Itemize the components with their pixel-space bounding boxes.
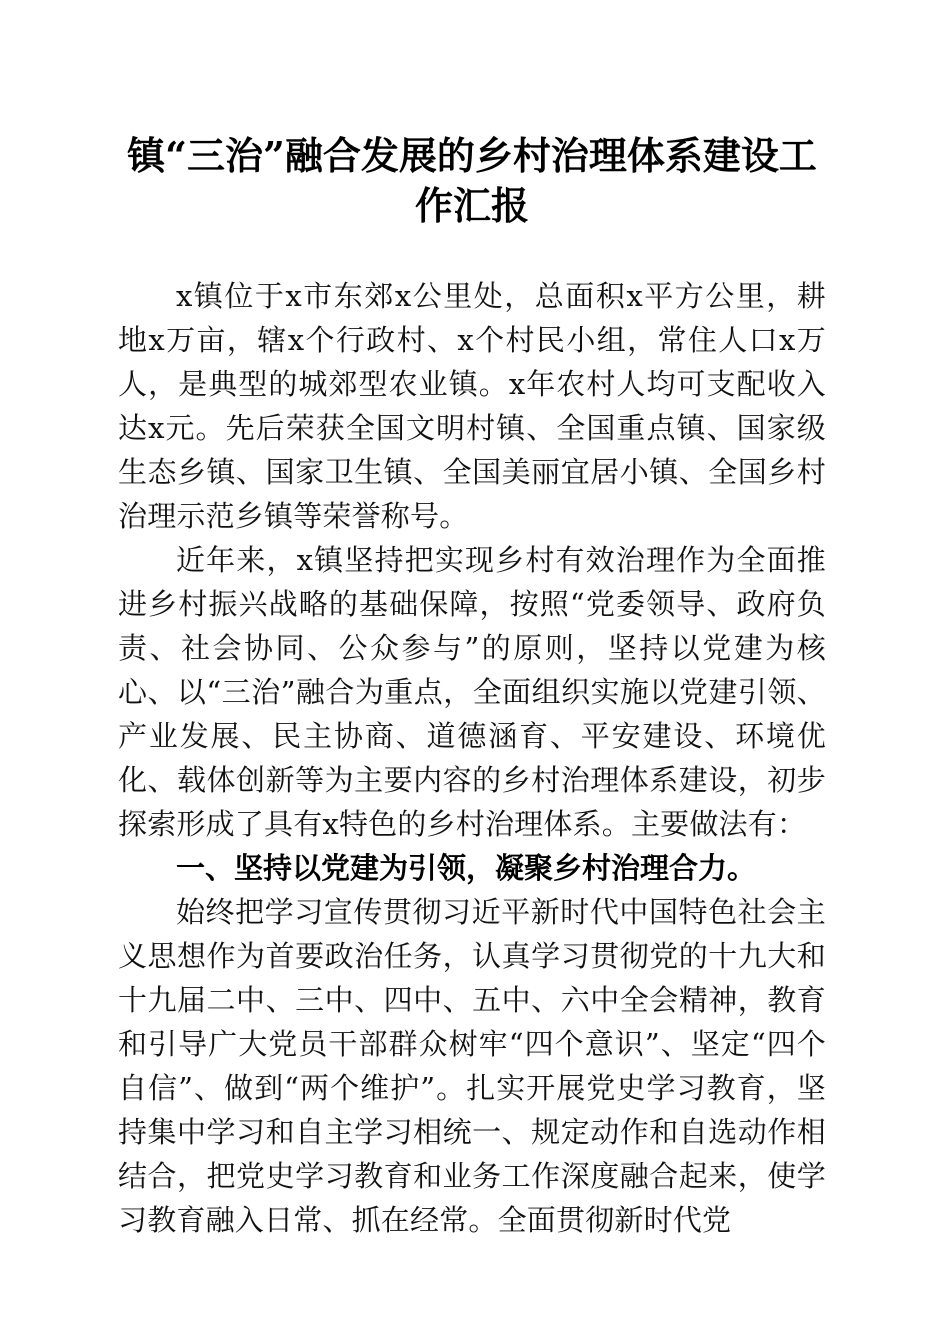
section-heading-party-building: 一、坚持以党建为引领，凝聚乡村治理合力。: [176, 851, 757, 885]
document-title: 镇“三治”融合发展的乡村治理体系建设工作汇报: [127, 133, 817, 228]
paragraph-overview: x镇位于x市东郊x公里处，总面积x平方公里，耕地x万亩，辖x个行政村、x个村民小组，常住人口x万人，是典型的城郊型农业镇。x年农村人均可支配收入达x元。先后荣获全国文明村镇、全国重点镇、国家级生态乡镇、国家卫生镇、全国美丽宜居小镇、全国乡村治理示范乡镇等荣誉称号。: [118, 279, 826, 533]
paragraph-party-building: 始终把学习宣传贯彻习近平新时代中国特色社会主义思想作为首要政治任务，认真学习贯彻党的十九大和十九届二中、三中、四中、五中、六中全会精神，教育和引导广大党员干部群众树牢“四个意识”、坚定“四个自信”、做到“两个维护”。扎实开展党史学习教育，坚持集中学习和自主学习相统一、规定动作和自选动作相结合，把党史学习教育和业务工作深度融合起来，使学习教育融入日常、抓在经常。全面贯彻新时代党: [118, 895, 826, 1237]
paragraph-approach: 近年来，x镇坚持把实现乡村有效治理作为全面推进乡村振兴战略的基础保障，按照“党委领导、政府负责、社会协同、公众参与”的原则，坚持以党建为核心、以“三治”融合为重点，全面组织实施以党建引领、产业发展、民主协商、道德涵育、平安建设、环境优化、载体创新等为主要内容的乡村治理体系建设，初步探索形成了具有x特色的乡村治理体系。主要做法有：: [118, 543, 826, 841]
document-text-column: [118, 0, 826, 1242]
